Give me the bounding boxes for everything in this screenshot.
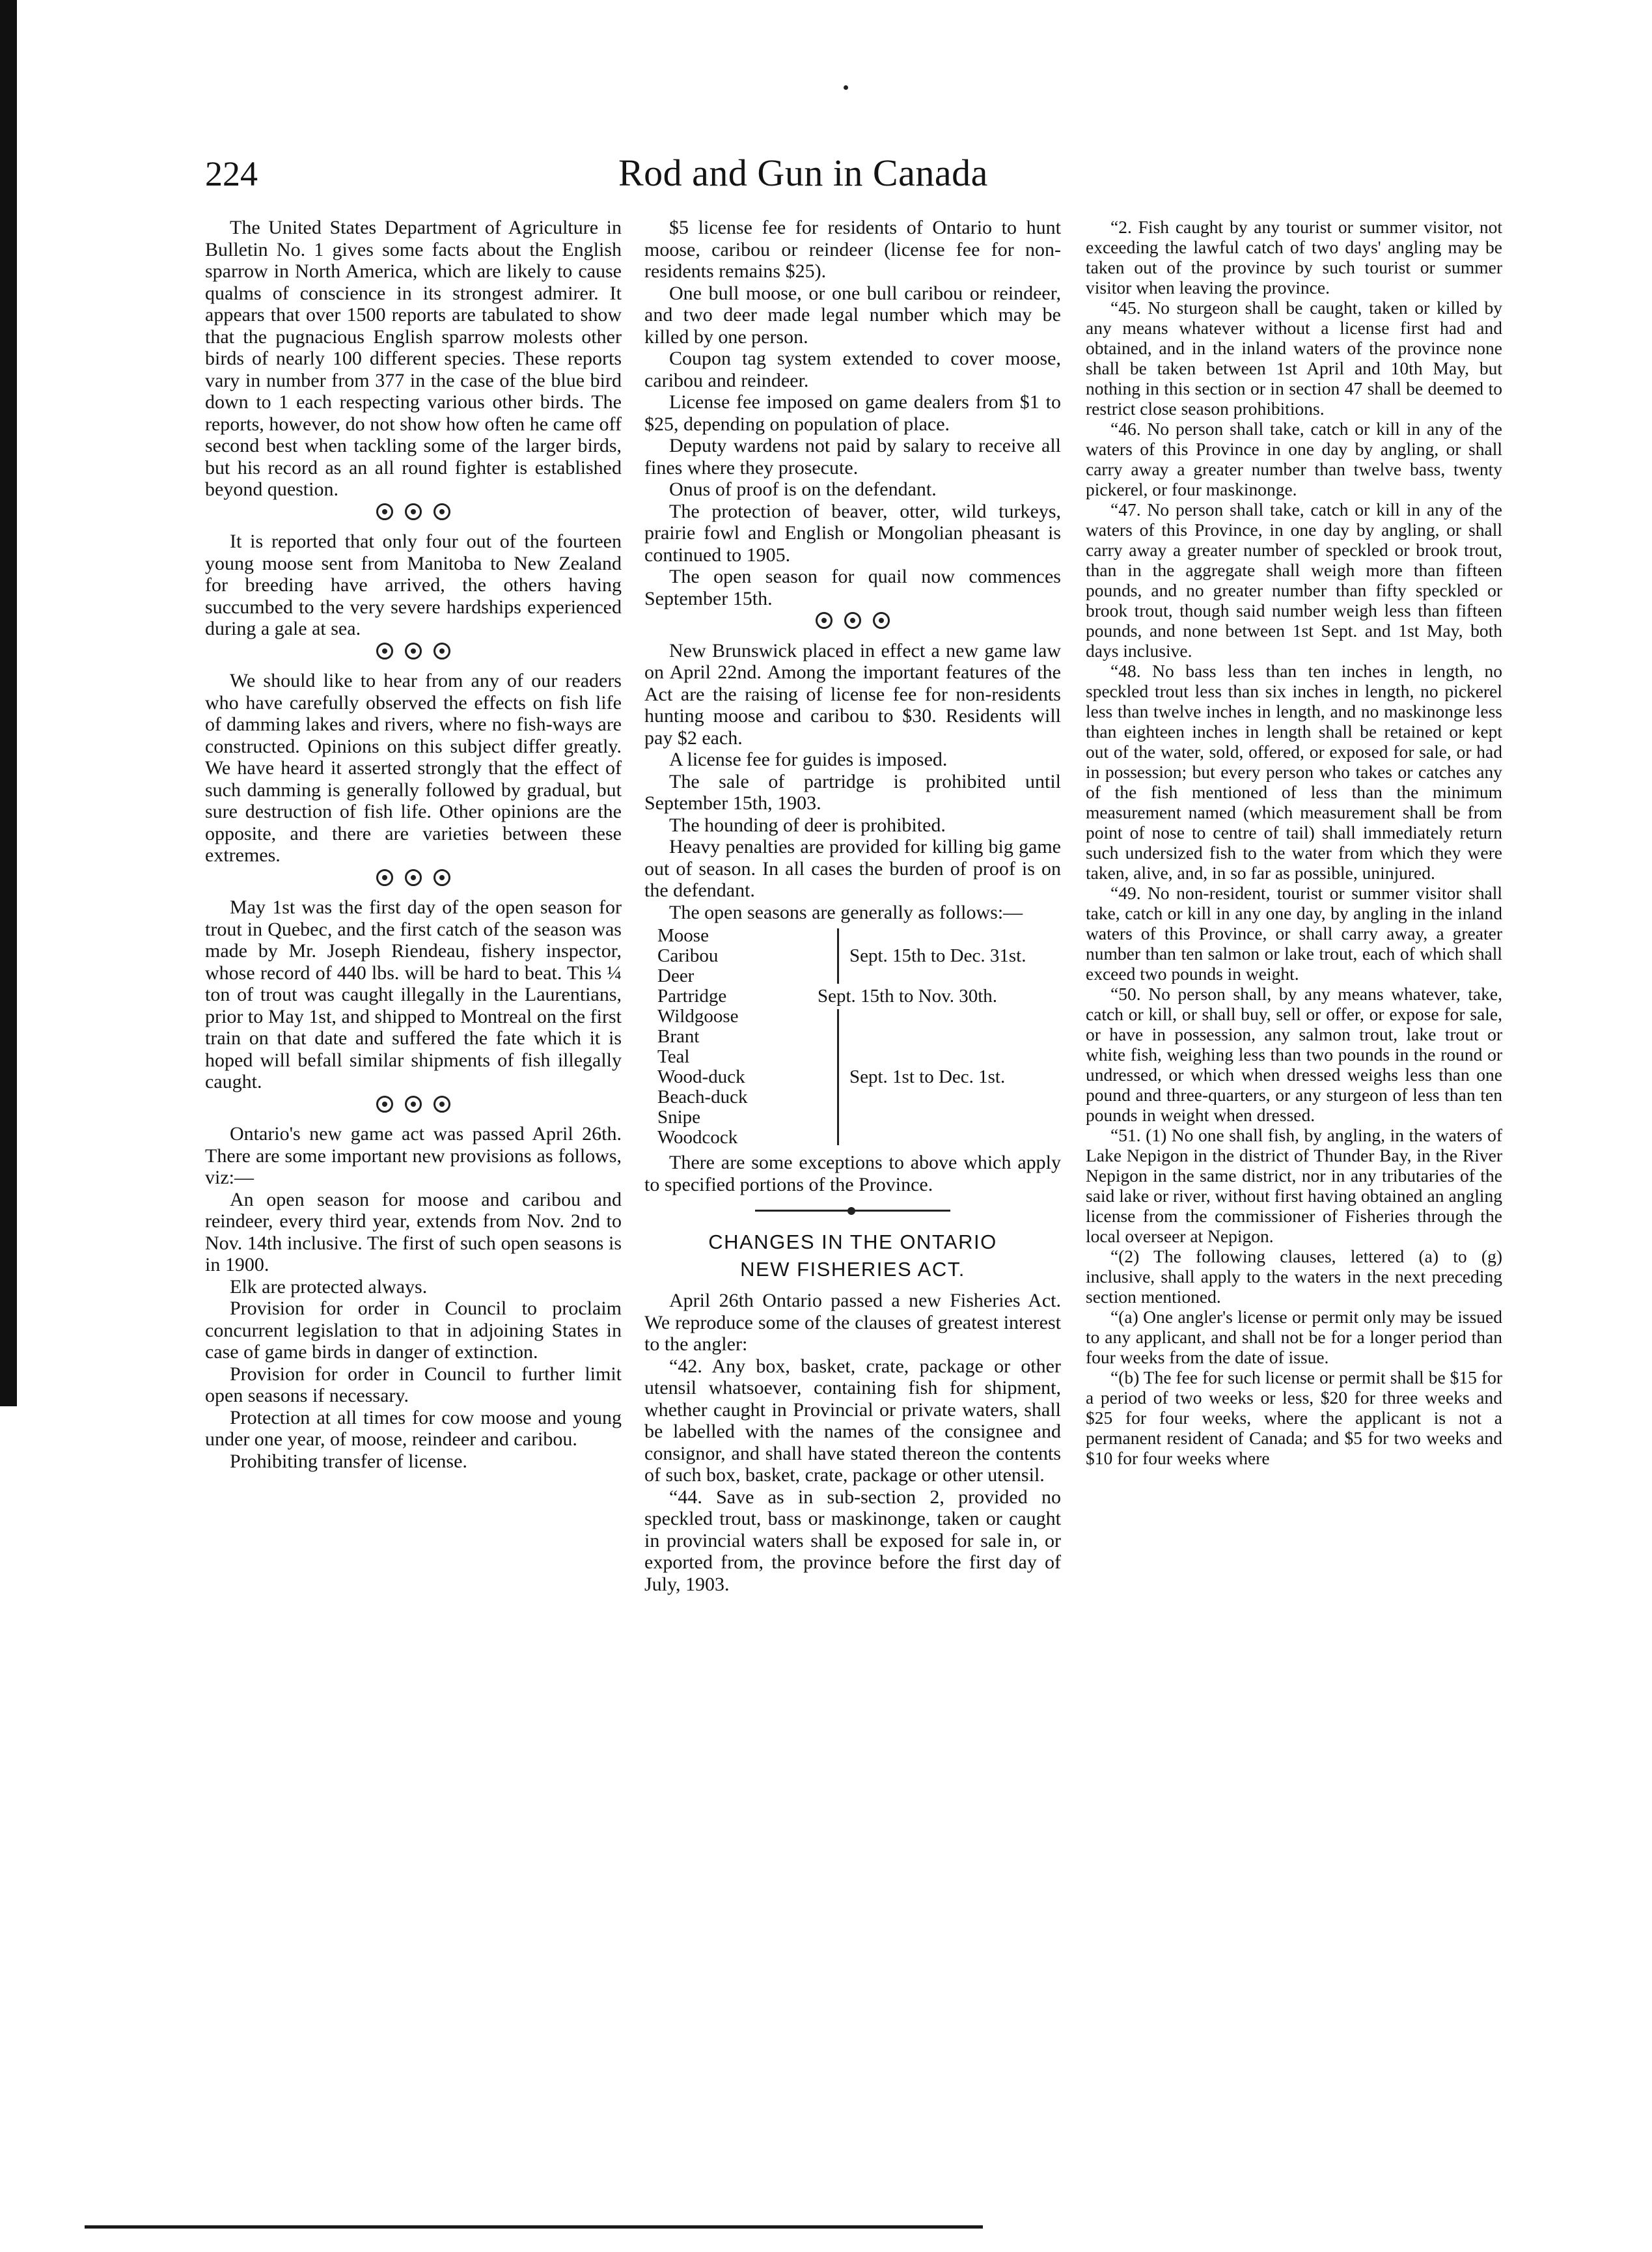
clause-50: “50. No person shall, by any means whatever, take, catch or kill, or shall buy, sell or offer, or expose for sale, or have in possession, any salmon trout, lake trout or white fish, weighing less than two pounds in the round or undressed, or which when dressed weighs less than one pound and three-quarters, or any sturgeon of less than ten pounds in weight when dressed.	[1086, 984, 1502, 1125]
clause-42: “42. Any box, basket, crate, package or other utensil whatsoever, containing fish for shipment, whether caught in Provincial or private waters, shall be labelled with the names of the consignee and consignor, and shall have stated thereon the contents of such box, basket, crate, package or other utensil.	[644, 1355, 1061, 1486]
clause-51-2: “(2) The following clauses, lettered (a) to (g) inclusive, shall apply to the waters in the next preceding section mentioned.	[1086, 1246, 1502, 1307]
paragraph-sparrow: The United States Department of Agriculture in Bulletin No. 1 gives some facts about the English sparrow in North America, which are likely to cause qualms of conscience in its strongest admirer. It appears that over 1500 reports are tabulated to show that the pugnacious English sparrow molests other birds of nearly 100 different species. These reports vary in number from 377 in the case of the blue bird down to 1 each respecting various other birds. The reports, however, do not show how often he came off second best when tackling some of the larger birds, but his record as an all round fighter is established beyond question.	[205, 217, 622, 500]
paragraph-onus-of-proof: Onus of proof is on the defendant.	[669, 479, 937, 500]
season-group-big-game	[657, 926, 1061, 986]
paragraph-moose-new-zealand: It is reported that only four out of the fourteen young moose sent from Manitoba to New Zealand for breeding have arrived, the others having succumbed to the very severe hardships experienced during a gale at sea.	[205, 531, 622, 639]
clause-51-1: “51. (1) No one shall fish, by angling, in the waters of Lake Nepigon in the district of Thunder Bay, in the River Nepigon in the same district, nor in any tributaries of the said lake or river, without first having obtained an angling license from the commissioner of Fisheries through the local overseer at Nepigon.	[1086, 1125, 1502, 1246]
paragraph-penalties: Heavy penalties are provided for killing big game out of season. In all cases the burden of proof is on the defendant.	[644, 836, 1061, 901]
paragraph-coupon-tag: Coupon tag system extended to cover moose, caribou and reindeer.	[644, 348, 1061, 391]
season-dates: Sept. 1st to Dec. 1st.	[849, 1066, 1006, 1087]
ornament-circle-icon	[434, 643, 450, 660]
paragraph-game-dealers: License fee imposed on game dealers from $1 to $25, depending on population of place.	[644, 391, 1061, 435]
section-ornament	[205, 643, 622, 667]
paragraph-fisheries-intro: April 26th Ontario passed a new Fisheries Act. We reproduce some of the clauses of greatest interest to the angler:	[644, 1290, 1061, 1355]
clause-51-b: “(b) The fee for such license or permit shall be $15 for a period of two weeks or less, $20 for three weeks and $25 for four weeks, where the applicant is not a permanent resident of Canada; and $5 for two weeks and $10 for four weeks where	[1086, 1367, 1502, 1468]
paragraph-cow-moose: Protection at all times for cow moose and young under one year, of moose, reindeer and caribou.	[205, 1406, 622, 1450]
clause-44: “44. Save as in sub-section 2, provided no speckled trout, bass or maskinonge, taken or caught in provincial waters shall be exposed for sale in, or exported from, the province before the first day of July, 1903.	[644, 1486, 1061, 1595]
paragraph-license-fee: $5 license fee for residents of Ontario to hunt moose, caribou or reindeer (license fee for non-residents remains $25).	[644, 217, 1061, 282]
paragraph-ontario-game-act: Ontario's new game act was passed April 26th. There are some important new provisions as follows, viz:—	[205, 1123, 622, 1188]
season-row-partridge	[657, 986, 1061, 1007]
paragraph-quail-season: The open season for quail now commences September 15th.	[644, 566, 1061, 609]
column-right	[1086, 217, 1502, 1468]
clause-48: “48. No bass less than ten inches in length, no speckled trout less than six inches in length, no pickerel less than twelve inches in length, and no maskinonge less than eighteen inches in length shall be retained or kept out of the water, sold, offered, or exposed for sale, or had in possession; but every person who takes or catches any of the fish mentioned of less than the minimum measurement named (which measurement shall be from point of nose to centre of tail) shall immediately return such undersized fish to the water from which they were taken, alive, and, in so far as possible, uninjured.	[1086, 661, 1502, 883]
species-name: Deer	[657, 966, 695, 986]
section-ornament	[644, 612, 1061, 636]
paragraph-license-transfer: Prohibiting transfer of license.	[230, 1450, 467, 1472]
ornament-circle-icon	[376, 643, 393, 660]
bottom-rule	[85, 2225, 983, 2229]
ornament-circle-icon	[434, 1096, 450, 1113]
season-group-wildfowl	[657, 1007, 1061, 1148]
species-name: Moose	[657, 925, 709, 946]
clause-45: “45. No sturgeon shall be caught, taken or killed by any means whatever without a license first had and obtained, and in the inland waters of the province none shall be taken between 1st April and 10th May, but nothing in this section or in section 47 shall be deemed to restrict close season prohibitions.	[1086, 298, 1502, 419]
ornament-circle-icon	[376, 503, 393, 520]
species-name: Partridge	[657, 986, 727, 1007]
paragraph-partridge-sale: The sale of partridge is prohibited until September 15th, 1903.	[644, 770, 1061, 814]
clause-46: “46. No person shall take, catch or kill in any of the waters of this Province in one day by angling, or shall carry away a greater number than twelve bass, twenty pickerel, or four maskinonge.	[1086, 419, 1502, 499]
species-name: Wildgoose	[657, 1006, 739, 1027]
clause-44-2: “2. Fish caught by any tourist or summer visitor, not exceeding the lawful catch of two days' angling may be taken out of the province by such tourist or summer visitor when leaving the province.	[1086, 217, 1502, 298]
species-name: Brant	[657, 1026, 700, 1047]
paragraph-damming: We should like to hear from any of our readers who have carefully observed the effects on fish life of damming lakes and rivers, where no fish-ways are constructed. Opinions on this subject differ greatly. We have heard it asserted strongly that the effect of such damming is generally followed by gradual, but sure destruction of fish life. Other opinions are the opposite, and there are varieties between these extremes.	[205, 670, 622, 866]
section-ornament	[205, 1096, 622, 1120]
paragraph-deputy-wardens: Deputy wardens not paid by salary to receive all fines where they prosecute.	[644, 435, 1061, 479]
ornament-circle-icon	[434, 869, 450, 886]
ornament-circle-icon	[434, 503, 450, 520]
brace-icon	[827, 1009, 839, 1145]
ornament-circle-icon	[816, 612, 833, 629]
column-middle	[644, 217, 1061, 1595]
column-left	[205, 217, 622, 1472]
section-divider	[755, 1210, 950, 1212]
paragraph-bull-moose: One bull moose, or one bull caribou or reindeer, and two deer made legal number which may be killed by one person.	[644, 282, 1061, 348]
clause-49: “49. No non-resident, tourist or summer visitor shall take, catch or kill in any one day, by angling in the inland waters of this Province, or shall carry away, a greater number than ten salmon or lake trout, each of which shall exceed two pounds in weight.	[1086, 883, 1502, 984]
ornament-circle-icon	[844, 612, 861, 629]
page-number: 224	[205, 154, 258, 193]
paragraph-concurrent-legislation: Provision for order in Council to proclaim concurrent legislation to that in adjoining States in case of game birds in danger of extinction.	[205, 1298, 622, 1363]
paragraph-exceptions: There are some exceptions to above which apply to specified portions of the Province.	[644, 1152, 1061, 1195]
scan-edge-bar	[0, 0, 17, 1406]
species-name: Caribou	[657, 945, 719, 966]
paragraph-guides-fee: A license fee for guides is imposed.	[669, 749, 948, 770]
ornament-circle-icon	[405, 643, 422, 660]
ornament-circle-icon	[376, 1096, 393, 1113]
species-name: Snipe	[657, 1107, 701, 1128]
species-name: Wood-duck	[657, 1066, 745, 1087]
paragraph-limit-open-seasons: Provision for order in Council to further limit open seasons if necessary.	[205, 1363, 622, 1406]
season-dates: Sept. 15th to Dec. 31st.	[849, 945, 1026, 966]
season-dates: Sept. 15th to Nov. 30th.	[818, 986, 998, 1007]
ornament-circle-icon	[405, 1096, 422, 1113]
article-heading-line: CHANGES IN THE ONTARIO	[708, 1230, 997, 1253]
article-heading	[644, 1229, 1061, 1283]
ornament-circle-icon	[405, 869, 422, 886]
paragraph-new-brunswick: New Brunswick placed in effect a new game law on April 22nd. Among the important features of the Act are the raising of license fee for non-residents hunting moose and caribou to $30. Residents will pay $2 each.	[644, 639, 1061, 749]
article-heading-line: NEW FISHERIES ACT.	[740, 1258, 965, 1281]
species-name: Woodcock	[657, 1127, 738, 1148]
paragraph-open-season-moose: An open season for moose and caribou and reindeer, every third year, extends from Nov. 2nd to Nov. 14th inclusive. The first of such open seasons is in 1900.	[205, 1188, 622, 1275]
running-head-title: Rod and Gun in Canada	[618, 152, 988, 194]
paragraph-beaver-protection: The protection of beaver, otter, wild turkeys, prairie fowl and English or Mongolian pheasant is continued to 1905.	[644, 500, 1061, 566]
scan-speck	[844, 85, 848, 90]
paragraph-quebec-trout: May 1st was the first day of the open season for trout in Quebec, and the first catch of the season was made by Mr. Joseph Riendeau, fishery inspector, whose record of 440 lbs. will be hard to beat. This ¼ ton of trout was caught illegally in the Laurentians, prior to May 1st, and shipped to Montreal on the first train on that date and suffered the fate which it is hoped will befall similar shipments of fish illegally caught.	[205, 897, 622, 1092]
paragraph-hounding-deer: The hounding of deer is prohibited.	[669, 814, 946, 836]
section-ornament	[205, 503, 622, 527]
clause-47: “47. No person shall take, catch or kill in any of the waters of this Province, in one day by angling, or shall carry away a greater number of speckled or brook trout, than in the aggregate shall weigh more than fifteen pounds, and no greater number than fifty speckled or brook trout, though said number weigh less than fifteen pounds, and none between 1st Sept. and 1st May, both days inclusive.	[1086, 499, 1502, 661]
paragraph-elk: Elk are protected always.	[230, 1275, 428, 1298]
species-name: Beach-duck	[657, 1087, 748, 1107]
ornament-circle-icon	[873, 612, 890, 629]
paragraph-open-seasons-intro: The open seasons are generally as follows:—	[669, 901, 1023, 923]
ornament-circle-icon	[405, 503, 422, 520]
ornament-circle-icon	[376, 869, 393, 886]
species-name: Teal	[657, 1046, 690, 1067]
open-seasons-table	[657, 926, 1061, 1148]
clause-51-a: “(a) One angler's license or permit only may be issued to any applicant, and shall not be for a longer period than four weeks from the date of issue.	[1086, 1307, 1502, 1367]
section-ornament	[205, 869, 622, 893]
brace-icon	[827, 928, 839, 984]
